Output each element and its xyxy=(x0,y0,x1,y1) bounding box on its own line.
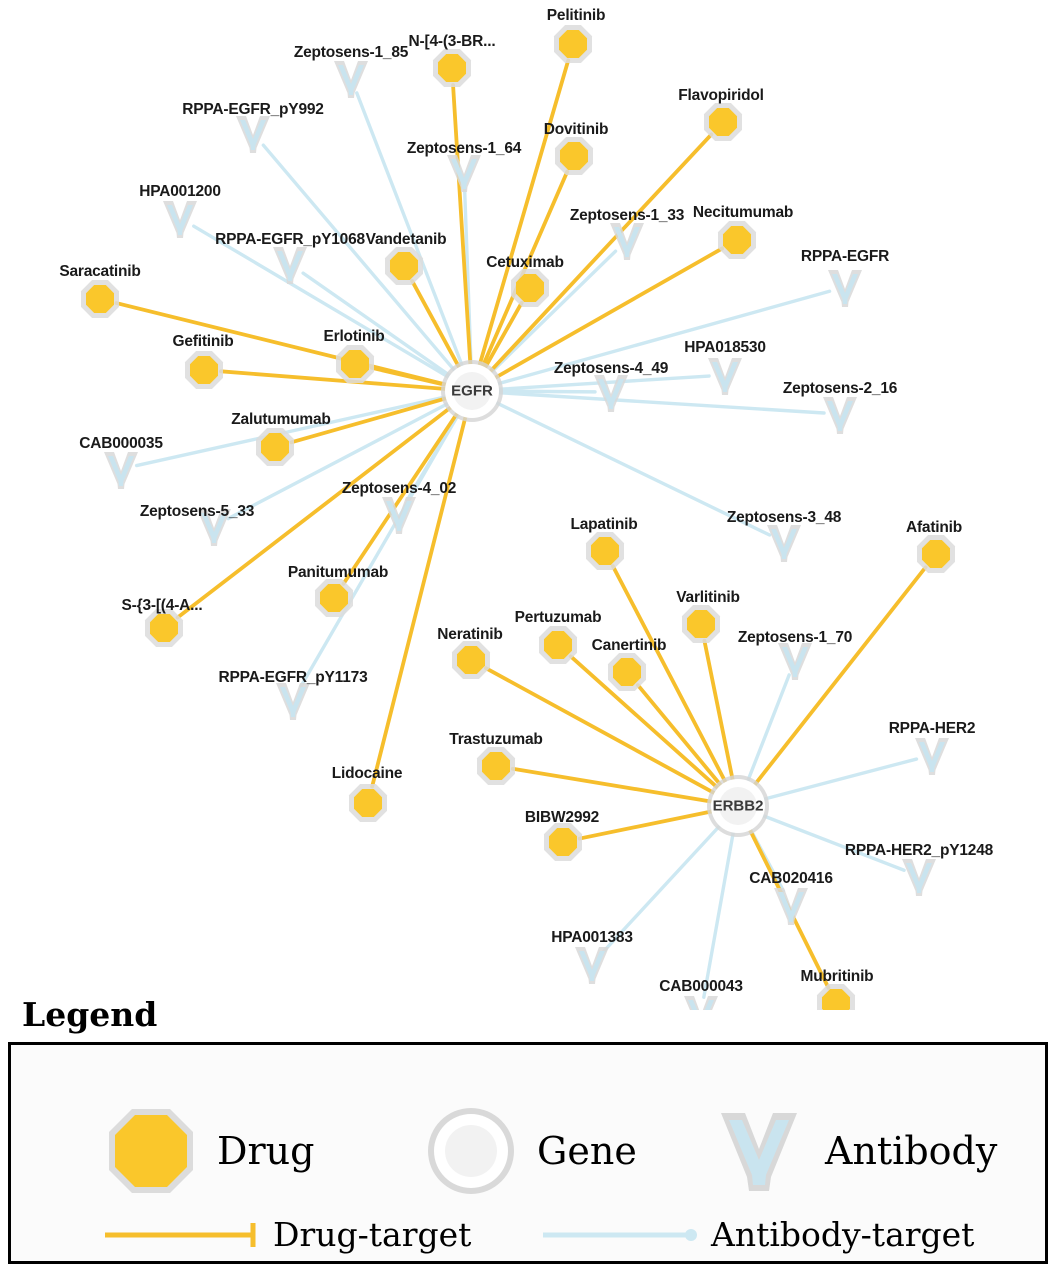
drug-label: Cetuximab xyxy=(486,254,564,271)
drug-label: N-[4-(3-BR... xyxy=(408,33,496,50)
antibody-label: Zeptosens-1_33 xyxy=(569,207,685,224)
antibody-node xyxy=(104,452,138,489)
drug-node xyxy=(608,653,646,691)
antibody-label: Zeptosens-4_49 xyxy=(553,360,669,377)
drug-target-edge-icon xyxy=(103,1220,263,1250)
antibody-target-edge xyxy=(301,413,459,686)
gene-label: ERBB2 xyxy=(712,797,764,815)
antibody-node xyxy=(915,738,949,775)
drug-label: Flavopiridol xyxy=(678,87,764,104)
drug-label: Pelitinib xyxy=(546,7,606,24)
drug-node xyxy=(682,605,720,643)
drug-node xyxy=(718,221,756,259)
drug-label: Neratinib xyxy=(437,626,503,643)
drug-label: S-{3-[(4-A... xyxy=(121,597,203,614)
legend-title: Legend xyxy=(22,995,158,1034)
antibody-node xyxy=(334,61,368,98)
legend-label-gene: Gene xyxy=(537,1129,637,1173)
antibody-label: RPPA-EGFR_pY1068 xyxy=(215,231,365,248)
drug-node xyxy=(336,345,374,383)
antibody-node xyxy=(447,155,481,192)
antibody-node xyxy=(767,525,801,562)
antibody-label: HPA001200 xyxy=(139,183,221,200)
legend-box xyxy=(8,1042,1048,1264)
antibody-label: RPPA-EGFR xyxy=(800,248,890,265)
drug-label: Erlotinib xyxy=(323,328,385,345)
gene-label: EGFR xyxy=(451,382,493,400)
antibody-label: Zeptosens-2_16 xyxy=(782,380,898,397)
drug-target-edge xyxy=(638,685,722,786)
antibody-target-edge xyxy=(498,393,824,413)
drug-node xyxy=(81,280,119,318)
gene-icon xyxy=(423,1103,519,1199)
drug-target-edge xyxy=(343,413,457,584)
legend-item-drug-target xyxy=(103,1215,471,1254)
antibody-target-edge-icon xyxy=(541,1220,701,1250)
antibody-target-edge xyxy=(303,273,451,376)
antibody-label: CAB020416 xyxy=(749,870,833,887)
drug-label: Vandetanib xyxy=(365,231,447,248)
drug-label: Lapatinib xyxy=(570,516,638,533)
antibody-label: CAB000043 xyxy=(659,978,743,995)
antibody-node xyxy=(610,223,644,260)
drug-label: Trastuzumab xyxy=(449,731,543,748)
antibody-label: RPPA-HER2 xyxy=(888,720,976,737)
antibody-label: Zeptosens-3_48 xyxy=(726,509,842,526)
antibody-label: CAB000035 xyxy=(79,435,163,452)
drug-node xyxy=(256,428,294,466)
drug-label: Pertuzumab xyxy=(514,609,602,626)
antibody-label: RPPA-EGFR_pY1173 xyxy=(218,669,368,686)
antibody-node xyxy=(276,683,310,720)
antibody-node xyxy=(774,888,808,925)
drug-label: Afatinib xyxy=(905,519,963,536)
legend-label-antibody: Antibody xyxy=(825,1129,998,1173)
antibody-label: HPA001383 xyxy=(551,929,633,946)
drug-label: Mubritinib xyxy=(800,968,874,985)
drug-node xyxy=(477,747,515,785)
antibody-label: RPPA-HER2_pY1248 xyxy=(844,842,994,859)
antibody-node xyxy=(163,201,197,238)
antibody-label: Zeptosens-4_02 xyxy=(341,480,457,497)
antibody-node xyxy=(684,996,718,1010)
antibody-node xyxy=(823,397,857,434)
edge-layer xyxy=(117,60,926,997)
drug-node xyxy=(817,984,855,1010)
antibody-label: Zeptosens-1_64 xyxy=(406,140,522,157)
drug-label: Saracatinib xyxy=(59,263,141,280)
drug-node xyxy=(511,269,549,307)
drug-target-edge xyxy=(221,371,446,389)
drug-node xyxy=(555,137,593,175)
drug-node xyxy=(452,641,490,679)
drug-node xyxy=(704,103,742,141)
drug-label: Gefitinib xyxy=(172,333,234,350)
antibody-label: Zeptosens-1_70 xyxy=(737,629,853,646)
drug-node xyxy=(315,579,353,617)
antibody-node xyxy=(778,643,812,680)
drug-label: Canertinib xyxy=(591,637,667,654)
drug-node xyxy=(544,823,582,861)
legend-item-antibody xyxy=(711,1103,997,1199)
antibody-node xyxy=(828,270,862,307)
antibody-target-edge xyxy=(498,391,595,392)
antibody-icon xyxy=(711,1103,807,1199)
drug-target-edge xyxy=(453,85,470,365)
drug-label: Varlitinib xyxy=(676,589,740,606)
drug-node xyxy=(433,49,471,87)
drug-label: Dovitinib xyxy=(543,121,609,138)
drug-label: Panitumumab xyxy=(287,564,389,581)
antibody-node xyxy=(273,247,307,284)
drug-target-edge xyxy=(704,641,732,781)
antibody-label: RPPA-EGFR_pY992 xyxy=(182,101,324,118)
drug-node xyxy=(554,25,592,63)
drug-label: Lidocaine xyxy=(331,765,403,782)
drug-label: Zalutumumab xyxy=(231,411,331,428)
legend-label-drug-target: Drug-target xyxy=(273,1215,472,1254)
drug-node xyxy=(349,784,387,822)
antibody-node xyxy=(902,859,936,896)
antibody-node xyxy=(575,947,609,984)
drug-target-edge xyxy=(580,811,713,838)
drug-target-edge xyxy=(479,60,568,366)
legend-item-antibody-target xyxy=(541,1215,974,1254)
antibody-target-edge xyxy=(704,832,734,998)
drug-label: BIBW2992 xyxy=(524,809,600,826)
antibody-node xyxy=(708,358,742,395)
antibody-target-edge xyxy=(763,759,916,799)
legend-label-drug: Drug xyxy=(217,1129,315,1173)
legend-label-antibody-target: Antibody-target xyxy=(711,1215,975,1254)
drug-icon xyxy=(103,1103,199,1199)
antibody-target-edge xyxy=(357,93,463,367)
drug-node xyxy=(185,351,223,389)
drug-label: Necitumumab xyxy=(692,204,794,221)
drug-target-edge xyxy=(754,567,925,785)
legend-item-drug xyxy=(103,1103,314,1199)
drug-node xyxy=(586,532,624,570)
antibody-label: Zeptosens-5_33 xyxy=(139,503,255,520)
legend-item-gene xyxy=(423,1103,637,1199)
drug-node xyxy=(539,626,577,664)
antibody-label: Zeptosens-1_85 xyxy=(293,44,409,61)
drug-node xyxy=(917,535,955,573)
antibody-label: HPA018530 xyxy=(684,339,766,356)
drug-node xyxy=(385,247,423,285)
